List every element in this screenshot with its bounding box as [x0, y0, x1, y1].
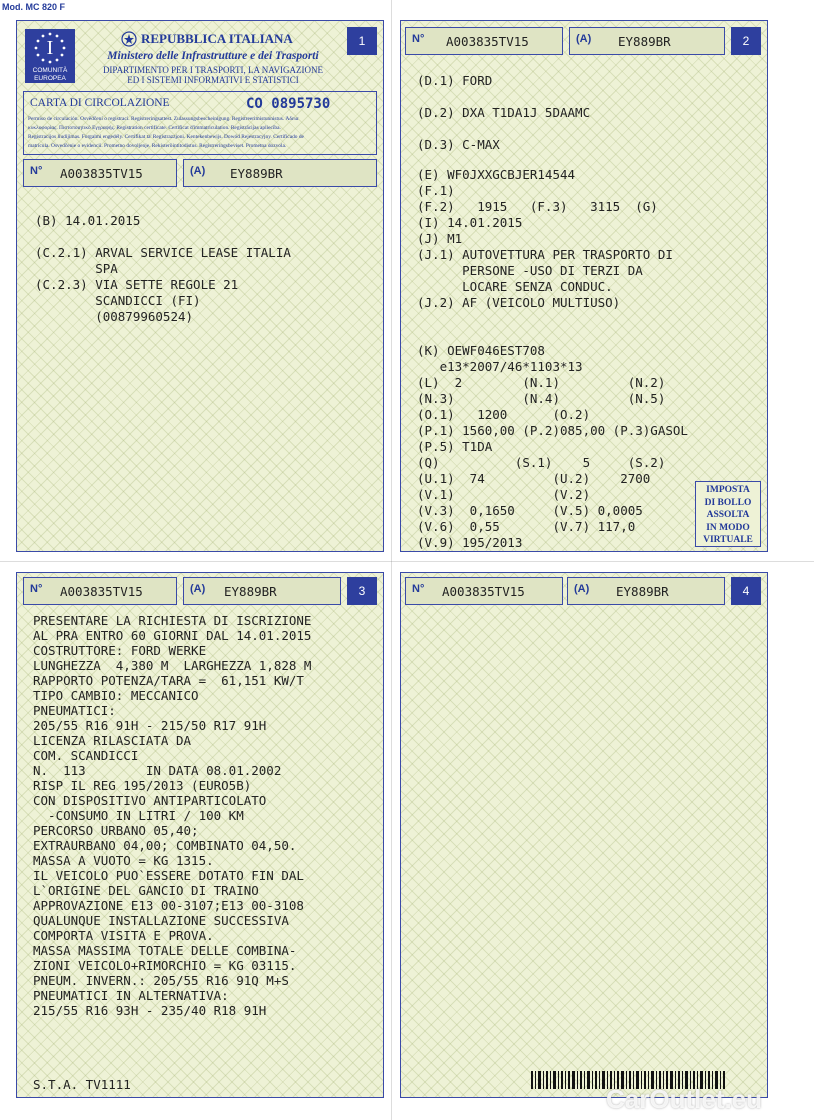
text-line: MASSA MASSIMA TOTALE DELLE COMBINA-: [33, 943, 297, 958]
tax-stamp-box: IMPOSTA DI BOLLO ASSOLTA IN MODO VIRTUALE: [695, 481, 761, 547]
text-line: (D.1) FORD: [417, 73, 493, 88]
panel-1: [16, 20, 384, 552]
watermark: CarOutlet.eu: [606, 1084, 763, 1114]
panel-number-2: 2: [731, 27, 761, 55]
ministry-name: Ministero delle Infrastrutture e dei Trasporti: [107, 50, 319, 62]
text-line: 205/55 R16 91H - 215/50 R17 91H: [33, 718, 267, 733]
text-line: COM. SCANDICCI: [33, 748, 139, 763]
text-line: (P.5) T1DA: [417, 439, 493, 454]
department-line-2: ED I SISTEMI INFORMATIVI E STATISTICI: [127, 75, 299, 85]
fold-line-horizontal: [0, 561, 814, 562]
text-line: (J.1) AUTOVETTURA PER TRASPORTO DI: [417, 247, 673, 262]
text-line: RISP IL REG 195/2013 (EURO5B): [33, 778, 252, 793]
text-line: AL PRA ENTRO 60 GIORNI DAL 14.01.2015: [33, 628, 312, 643]
plate-box: [183, 159, 377, 187]
text-line: PNEUM. INVERN.: 205/55 R16 91Q M+S: [33, 973, 289, 988]
panel-number-1: 1: [347, 27, 377, 55]
text-line: (Q) (S.1) 5 (S.2): [417, 455, 666, 470]
text-line: PERCORSO URBANO 05,40;: [33, 823, 199, 838]
text-line: PNEUMATICI:: [33, 703, 116, 718]
text-line: L`ORIGINE DEL GANCIO DI TRAINO: [33, 883, 259, 898]
panel-3: [16, 572, 384, 1098]
text-line: IL VEICOLO PUO`ESSERE DOTATO FIN DAL: [33, 868, 304, 883]
text-line: (B) 14.01.2015: [35, 213, 141, 228]
text-line: (I) 14.01.2015: [417, 215, 523, 230]
n-value: A003835TV15: [446, 34, 529, 49]
panel-number-4: 4: [731, 577, 761, 605]
n-value: A003835TV15: [442, 584, 525, 599]
fold-line-vertical: [391, 0, 392, 1120]
text-line: LOCARE SENZA CONDUC.: [417, 279, 613, 294]
registration-number-box: [23, 159, 177, 187]
registration-number-box: [23, 577, 177, 605]
sta-footer: S.T.A. TV1111: [33, 1077, 131, 1092]
a-label: (A): [574, 583, 590, 595]
department-line-1: DIPARTIMENTO PER I TRASPORTI, LA NAVIGAZIONE: [102, 65, 324, 75]
text-line: (C.2.1) ARVAL SERVICE LEASE ITALIA: [35, 245, 291, 260]
text-line: N. 113 IN DATA 08.01.2002: [33, 763, 282, 778]
emblem-icon: [121, 31, 137, 47]
text-line: (C.2.3) VIA SETTE REGOLE 21: [35, 277, 239, 292]
text-line: (V.6) 0,55 (V.7) 117,0: [417, 519, 636, 534]
n-value: A003835TV15: [60, 584, 143, 599]
text-line: COMPORTA VISITA E PROVA.: [33, 928, 214, 943]
a-value: EY889BR: [616, 584, 669, 599]
text-line: (E) WF0JXXGCBJER14544: [417, 167, 576, 182]
text-line: SPA: [35, 261, 118, 276]
text-line: (V.9) 195/2013: [417, 535, 523, 550]
eu-country-letter: I: [46, 37, 54, 59]
ministry-header: [81, 27, 345, 87]
text-line: (L) 2 (N.1) (N.2): [417, 375, 666, 390]
text-line: MASSA A VUOTO = KG 1315.: [33, 853, 214, 868]
card-title-block: [23, 91, 377, 155]
a-label: (A): [190, 165, 206, 177]
panel-4: [400, 572, 768, 1098]
a-value: EY889BR: [618, 34, 671, 49]
eu-flag: [25, 29, 75, 83]
text-line: PRESENTARE LA RICHIESTA DI ISCRIZIONE: [33, 613, 312, 628]
panel-2: [400, 20, 768, 552]
text-line: (O.1) 1200 (O.2): [417, 407, 591, 422]
n-label: N°: [412, 33, 425, 45]
text-line: (K) OEWF046EST708: [417, 343, 545, 358]
text-line: (F.2) 1915 (F.3) 3115 (G): [417, 199, 658, 214]
eu-label-2: EUROPEA: [34, 75, 66, 82]
a-value: EY889BR: [230, 166, 283, 181]
text-line: (F.1): [417, 183, 455, 198]
a-label: (A): [576, 33, 592, 45]
card-number: CO 0895730: [246, 96, 331, 112]
text-line: PERSONE -USO DI TERZI DA: [417, 263, 643, 278]
text-line: (U.1) 74 (U.2) 2700: [417, 471, 651, 486]
text-line: LUNGHEZZA 4,380 M LARGHEZZA 1,828 M: [33, 658, 312, 673]
text-line: (D.3) C-MAX: [417, 137, 500, 152]
card-title: CARTA DI CIRCOLAZIONE: [30, 97, 170, 109]
text-line: RAPPORTO POTENZA/TARA = 61,151 KW/T: [33, 673, 304, 688]
n-label: N°: [412, 583, 425, 595]
text-line: (D.2) DXA T1DA1J 5DAAMC: [417, 105, 591, 120]
plate-box: [183, 577, 341, 605]
a-label: (A): [190, 583, 206, 595]
a-value: EY889BR: [224, 584, 277, 599]
translations: Permiso de circulación. Osvědčení o registraci. Registreringsattest. Zulassungsbescheinigung. Registreerimistunnistus. Άδεια κυκλοφορίας. Πιστοποιητικό Εγγραφής. Registration certificate. Certificat d'immatriculation. Registrācijas apliecība. Registracijos liudijimas. Forgalmi engedély. Certifikat ta' Registrazzjoni. Kentekenbewijs. Dowód Rejestracyjny. Certificado de matrícula. Osvedčenie o evidencii. Prometno dovoljenje. Rekisteröintitodistus. Registreringsbeviset. Prometna dozvola.: [28, 116, 304, 149]
text-line: (J) M1: [417, 231, 463, 246]
text-line: (00879960524): [35, 309, 194, 324]
plate-box: [567, 577, 725, 605]
text-line: (P.1) 1560,00 (P.2)085,00 (P.3)GASOL: [417, 423, 688, 438]
form-code: Mod. MC 820 F: [2, 2, 66, 12]
text-line: (V.1) (V.2): [417, 487, 591, 502]
text-line: 215/55 R16 93H - 235/40 R18 91H: [33, 1003, 267, 1018]
text-line: ZIONI VEICOLO+RIMORCHIO = KG 03115.: [33, 958, 297, 973]
n-label: N°: [30, 165, 43, 177]
text-line: EXTRAURBANO 04,00; COMBINATO 04,50.: [33, 838, 297, 853]
registration-number-box: [405, 27, 563, 55]
republic-title: REPUBBLICA ITALIANA: [141, 31, 293, 46]
n-label: N°: [30, 583, 43, 595]
text-line: e13*2007/46*1103*13: [417, 359, 583, 374]
plate-box: [569, 27, 725, 55]
text-line: TIPO CAMBIO: MECCANICO: [33, 688, 199, 703]
text-line: QUALUNQUE INSTALLAZIONE SUCCESSIVA: [33, 913, 289, 928]
text-line: CON DISPOSITIVO ANTIPARTICOLATO: [33, 793, 267, 808]
text-line: SCANDICCI (FI): [35, 293, 201, 308]
text-line: (V.3) 0,1650 (V.5) 0,0005: [417, 503, 643, 518]
text-line: COSTRUTTORE: FORD WERKE: [33, 643, 207, 658]
eu-label-1: COMUNITÀ: [32, 67, 68, 74]
text-line: -CONSUMO IN LITRI / 100 KM: [33, 808, 244, 823]
panel-number-3: 3: [347, 577, 377, 605]
text-line: (J.2) AF (VEICOLO MULTIUSO): [417, 295, 621, 310]
text-line: (N.3) (N.4) (N.5): [417, 391, 666, 406]
n-value: A003835TV15: [60, 166, 143, 181]
text-line: PNEUMATICI IN ALTERNATIVA:: [33, 988, 229, 1003]
registration-number-box: [405, 577, 563, 605]
text-line: LICENZA RILASCIATA DA: [33, 733, 192, 748]
text-line: APPROVAZIONE E13 00-3107;E13 00-3108: [33, 898, 304, 913]
